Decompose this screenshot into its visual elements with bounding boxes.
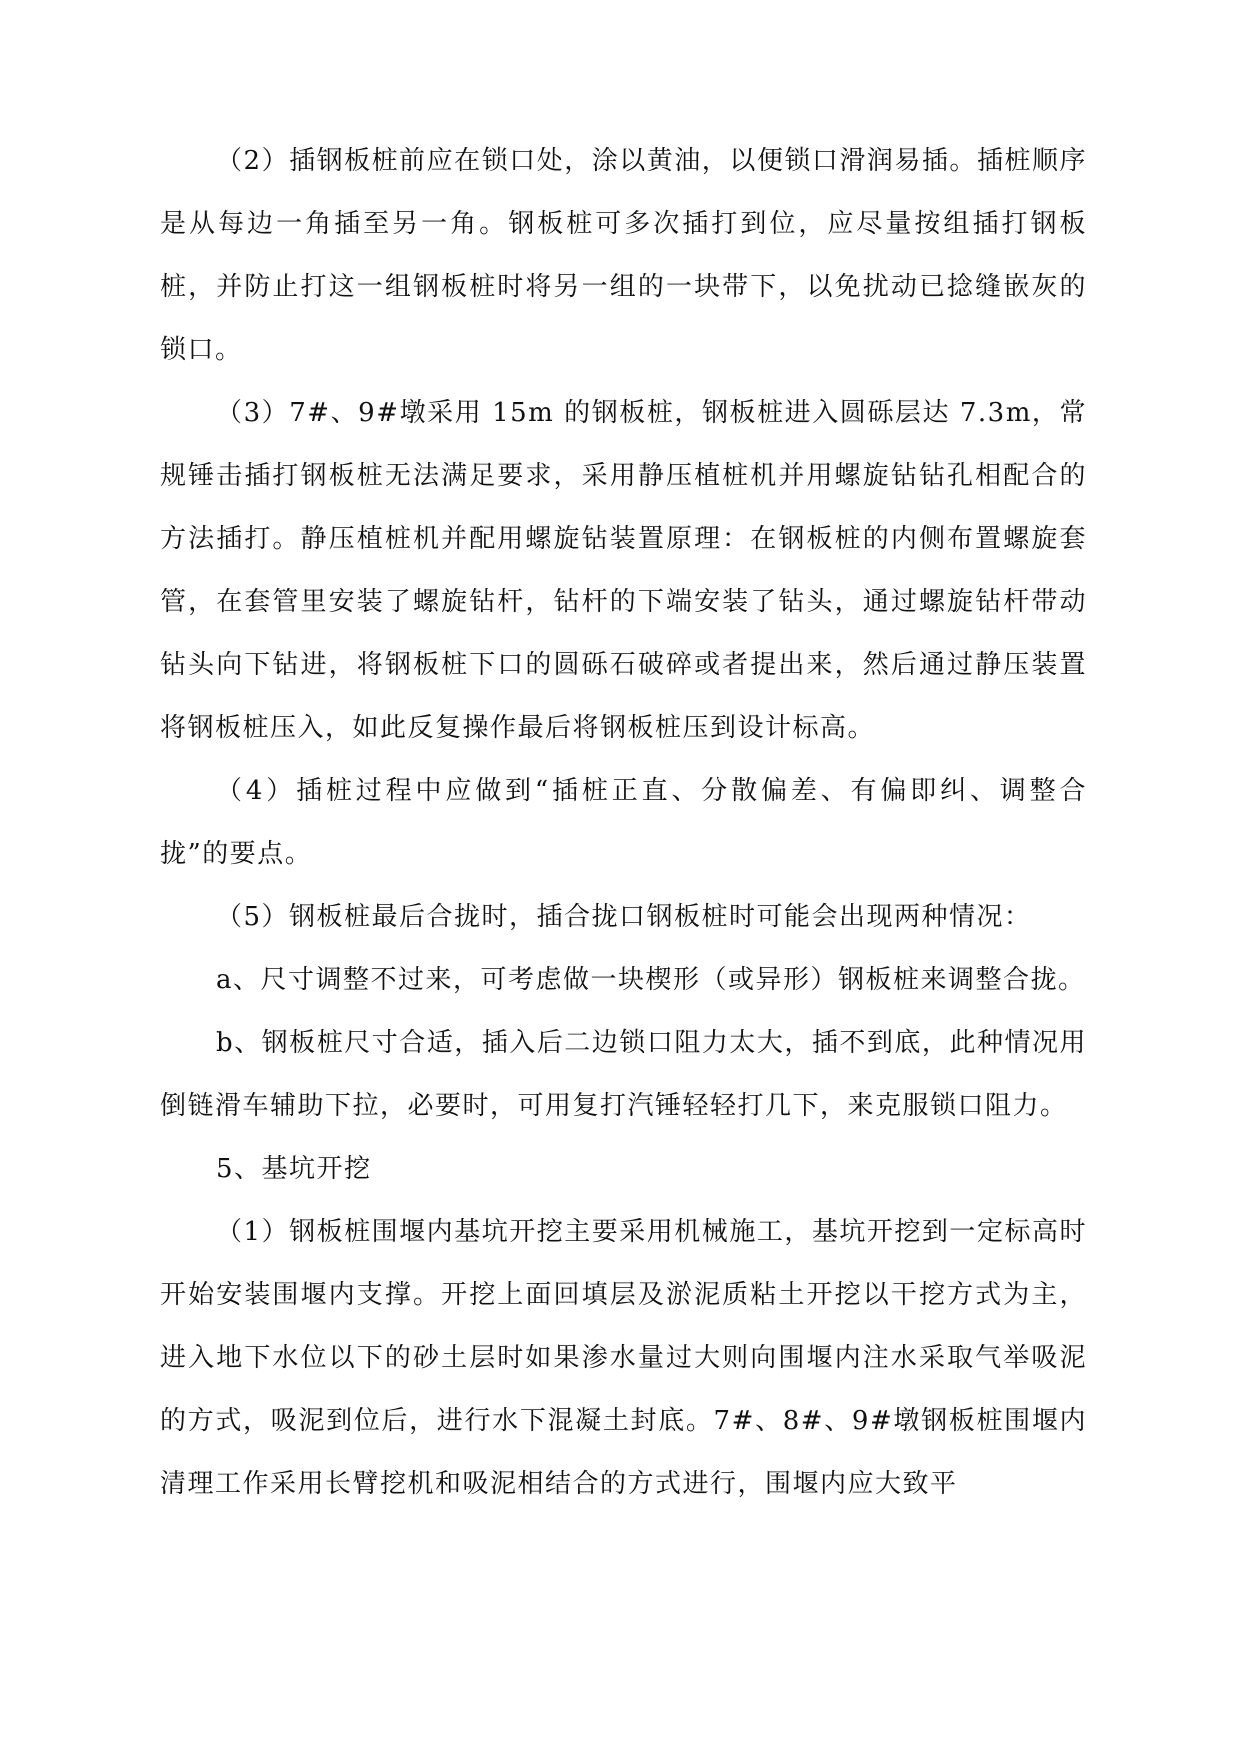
paragraph-closure-situations: （5）钢板桩最后合拢时，插合拢口钢板桩时可能会出现两种情况： bbox=[216, 902, 1032, 932]
paragraph-closure-case-b: b、钢板桩尺寸合适，插入后二边锁口阻力太大，插不到底，此种情况用倒链滑车辅助下拉，必要时，可用复打汽锤轻轻打几下，来克服锁口阻力。 bbox=[160, 1028, 1087, 1121]
paragraph-excavation-method: （1）钢板桩围堰内基坑开挖主要采用机械施工，基坑开挖到一定标高时开始安装围堰内支撑。开挖上面回填层及淤泥质粘土开挖以干挖方式为主，进入地下水位以下的砂土层时如果渗水量过大则向围堰内注水采取气举吸泥的方式，吸泥到位后，进行水下混凝土封底。7#、8#、9#墩钢板桩围堰内清理工作采用长臂挖机和吸泥相结合的方式进行，围堰内应大致平 bbox=[160, 1217, 1087, 1499]
document-body bbox=[160, 130, 1087, 1516]
paragraph-insertion-key-points: （4）插桩过程中应做到“插桩正直、分散偏差、有偏即纠、调整合拢”的要点。 bbox=[160, 776, 1087, 869]
section-heading-excavation: 5、基坑开挖 bbox=[216, 1154, 372, 1184]
paragraph-closure-case-a: a、尺寸调整不过来，可考虑做一块楔形（或异形）钢板桩来调整合拢。 bbox=[216, 965, 1086, 995]
paragraph-insertion-lubrication: （2）插钢板桩前应在锁口处，涂以黄油，以便锁口滑润易插。插桩顺序是从每边一角插至另一角。钢板桩可多次插打到位，应尽量按组插打钢板桩，并防止打这一组钢板桩时将另一组的一块带下，以免扰动已捻缝嵌灰的锁口。 bbox=[160, 146, 1087, 365]
paragraph-static-pile-driving: （3）7#、9#墩采用 15m 的钢板桩，钢板桩进入圆砾层达 7.3m，常规锤击插打钢板桩无法满足要求，采用静压植桩机并用螺旋钻钻孔相配合的方法插打。静压植桩机并配用螺旋钻装置原理：在钢板桩的内侧布置螺旋套管，在套管里安装了螺旋钻杆，钻杆的下端安装了钻头，通过螺旋钻杆带动钻头向下钻进，将钢板桩下口的圆砾石破碎或者提出来，然后通过静压装置将钢板桩压入，如此反复操作最后将钢板桩压到设计标高。 bbox=[160, 398, 1087, 743]
